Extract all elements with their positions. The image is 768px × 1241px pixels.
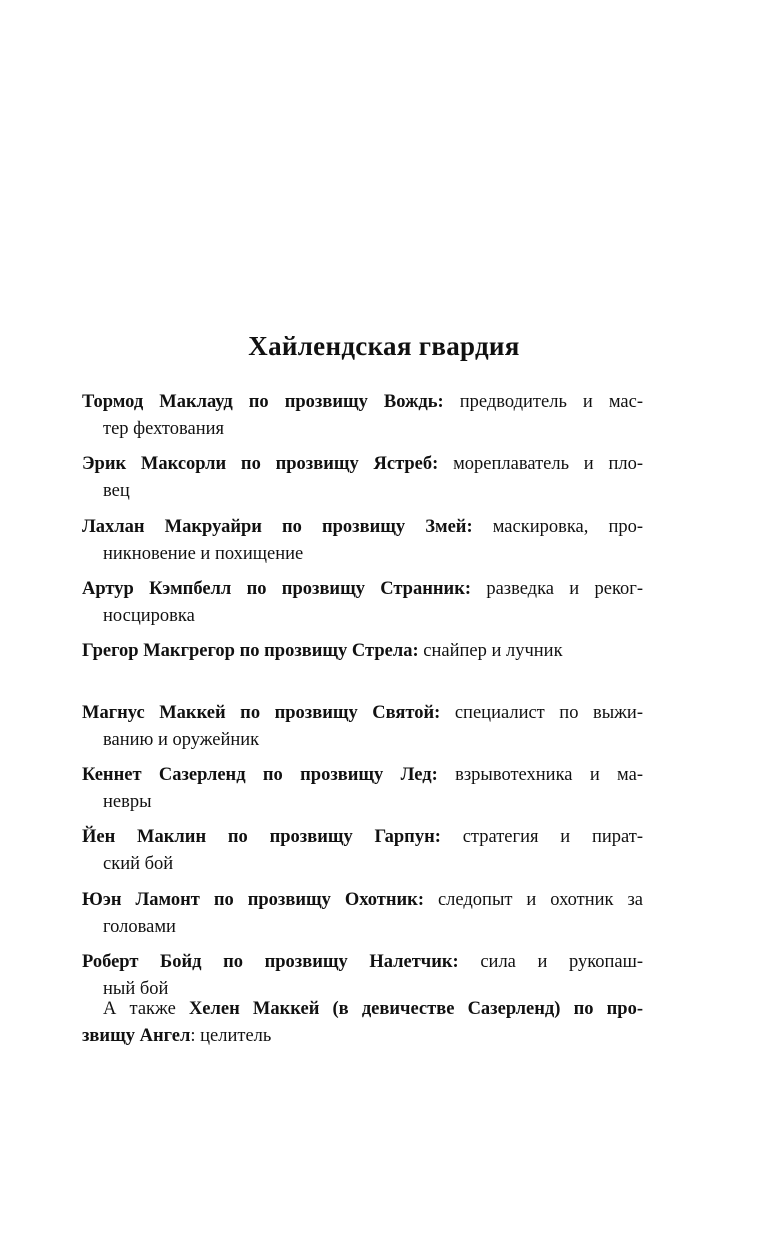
entry-description: взрывотехника и ма- xyxy=(455,765,644,785)
entry-description-cont: никновение и похищение xyxy=(103,544,304,564)
footer-rest: : целитель xyxy=(190,1026,272,1046)
entry-name: Юэн Ламонт по прозвищу Охотник: xyxy=(82,890,424,910)
entry-description: снайпер и лучник xyxy=(423,641,563,661)
guard-entry xyxy=(82,451,643,505)
footer-intro: А также xyxy=(103,999,189,1019)
guard-entry xyxy=(82,887,643,941)
entry-description: мореплаватель и пло- xyxy=(453,454,643,474)
guard-entry xyxy=(82,389,643,443)
entry-description-cont: ный бой xyxy=(103,979,169,999)
guard-entry xyxy=(82,949,643,1003)
guard-entry xyxy=(82,700,643,754)
entry-name: Магнус Маккей по прозвищу Святой: xyxy=(82,703,441,723)
guard-entry xyxy=(82,638,643,665)
entry-description-cont: вец xyxy=(103,481,130,501)
entry-name: Эрик Максорли по прозвищу Ястреб: xyxy=(82,454,439,474)
guard-entry xyxy=(82,514,643,568)
entry-description: предводитель и мас- xyxy=(459,392,644,412)
page-title: Хайлендская гвардия xyxy=(248,331,520,361)
footer-bold-1: Хелен Маккей (в девичестве Сазерленд) по про- xyxy=(188,999,643,1019)
footer-paragraph xyxy=(82,996,643,1050)
entry-description-cont: головами xyxy=(103,917,176,937)
entry-description: следопыт и охотник за xyxy=(437,890,644,910)
guard-entry xyxy=(82,762,643,816)
entry-description-cont: ский бой xyxy=(103,854,174,874)
entry-name: Йен Маклин по прозвищу Гарпун: xyxy=(82,827,441,847)
entry-name: Роберт Бойд по прозвищу Налетчик: xyxy=(82,952,459,972)
entry-description-cont: ванию и оружейник xyxy=(103,730,260,750)
entry-name: Грегор Макгрегор по прозвищу Стрела: xyxy=(82,641,419,661)
guard-entry xyxy=(82,824,643,878)
entry-description: стратегия и пират- xyxy=(462,827,643,847)
entry-description: специалист по выжи- xyxy=(454,703,643,723)
entry-description-cont: невры xyxy=(103,792,152,812)
entry-description-cont: носцировка xyxy=(103,606,195,626)
entry-description: разведка и реког- xyxy=(486,579,643,599)
guard-entry xyxy=(82,576,643,630)
entry-description-cont: тер фехтования xyxy=(103,419,225,439)
entry-name: Артур Кэмпбелл по прозвищу Странник: xyxy=(82,579,472,599)
entry-description: сила и рукопаш- xyxy=(480,952,644,972)
footer-bold-2: звищу Ангел xyxy=(82,1026,191,1046)
entry-name: Лахлан Макруайри по прозвищу Змей: xyxy=(82,517,473,537)
entry-description: маскировка, про- xyxy=(492,517,644,537)
entry-name: Тормод Маклауд по прозвищу Вождь: xyxy=(82,392,444,412)
entry-name: Кеннет Сазерленд по прозвищу Лед: xyxy=(82,765,438,785)
